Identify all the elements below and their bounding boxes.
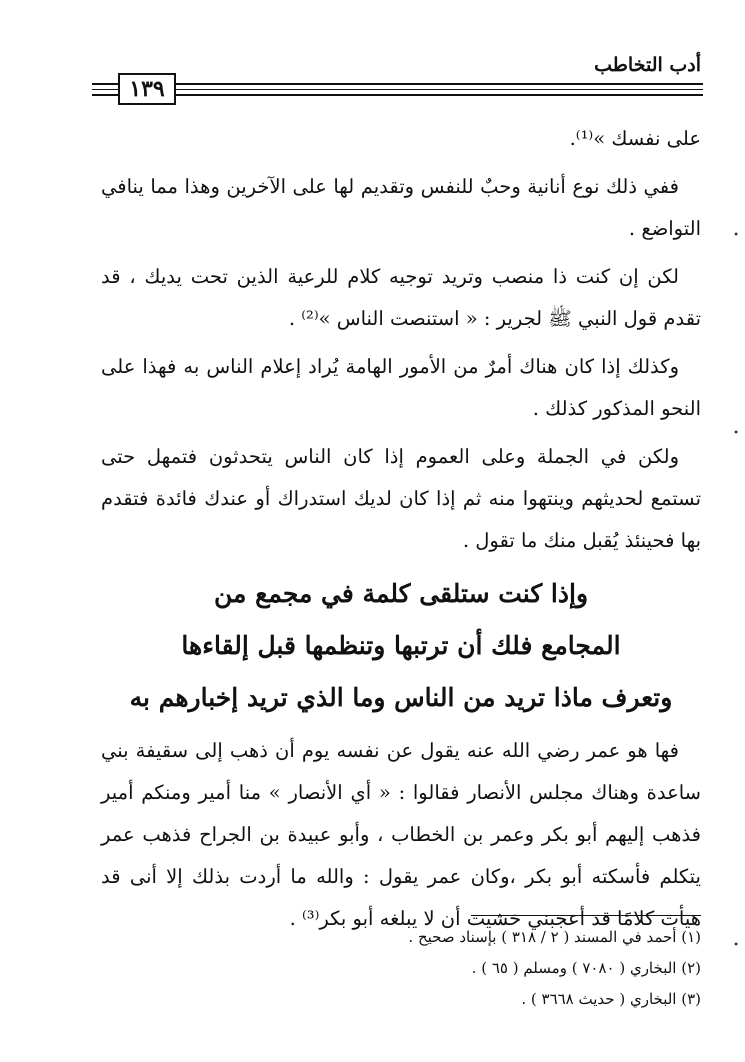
margin-speck: •	[733, 230, 739, 241]
footnote-2: (٢) البخاري ( ٧٠٨٠ ) ومسلم ( ٦٥ ) .	[471, 959, 701, 977]
paragraph-2: ففي ذلك نوع أنانية وحبٌ للنفس وتقديم لها على الآخرين وهذا مما ينافي التواضع .	[101, 175, 701, 240]
page-number: ١٣٩	[118, 73, 176, 105]
paragraph-4: وكذلك إذا كان هناك أمرٌ من الأمور الهامة يُراد إعلام الناس به فهذا على النحو المذكور كذلك .	[101, 355, 701, 420]
margin-speck: •	[733, 940, 739, 951]
paragraph-5: ولكن في الجملة وعلى العموم إذا كان الناس يتحدثون فتمهل حتى تستمع لحديثهم وينتهوا منه ثم إذا كان لديك استدراك أو عندك فائدة فتقدم بها فحينئذ يُقبل منك ما تقول .	[101, 445, 701, 552]
header-rule-top	[92, 83, 703, 85]
paragraph-3: لكن إن كنت ذا منصب وتريد توجيه كلام للرعية الذين تحت يديك ، قد تقدم قول النبي ﷺ لجرير : « استنصت الناس »⁽²⁾ .	[101, 265, 701, 330]
margin-speck: •	[733, 428, 739, 439]
running-title: أدب التخاطب	[594, 54, 701, 76]
section-heading-line-2: المجامع فلك أن ترتبها وتنظمها قبل إلقاءها	[181, 631, 621, 660]
paragraph-6: فها هو عمر رضي الله عنه يقول عن نفسه يوم أن ذهب إلى سقيفة بني ساعدة وهناك مجلس الأنصار فقالوا : « أي الأنصار » منا أمير ومنكم أمير فذهب إليهم أبو بكر وعمر بن الخطاب ، وأبو عبيدة بن الجراح فذهب عمر يتكلم فأسكته أبو بكر ،وكان عمر يقول : والله ما أردت بذلك إلا أنى قد هيأت كلامًا قد أعجبني خشيت أن لا يبلغه أبو بكر⁽³⁾ .	[101, 739, 701, 930]
footnote-1: (١) أحمد في المسند ( ٢ / ٣١٨ ) بإسناد صحيح .	[408, 928, 701, 946]
page-body	[101, 118, 701, 946]
footnote-separator	[471, 915, 701, 916]
footnotes	[201, 922, 701, 1015]
footnote-3: (٣) البخاري ( حديث ٣٦٦٨ ) .	[521, 990, 701, 1008]
header-rule-bottom	[92, 94, 703, 96]
section-heading-line-1: وإذا كنت ستلقى كلمة في مجمع من	[213, 579, 589, 608]
header-rule-middle	[92, 89, 703, 90]
paragraph-1: على نفسك »⁽¹⁾.	[569, 127, 701, 150]
section-heading-line-3: وتعرف ماذا تريد من الناس وما الذي تريد إخبارهم به	[129, 683, 673, 712]
section-heading	[101, 568, 701, 724]
